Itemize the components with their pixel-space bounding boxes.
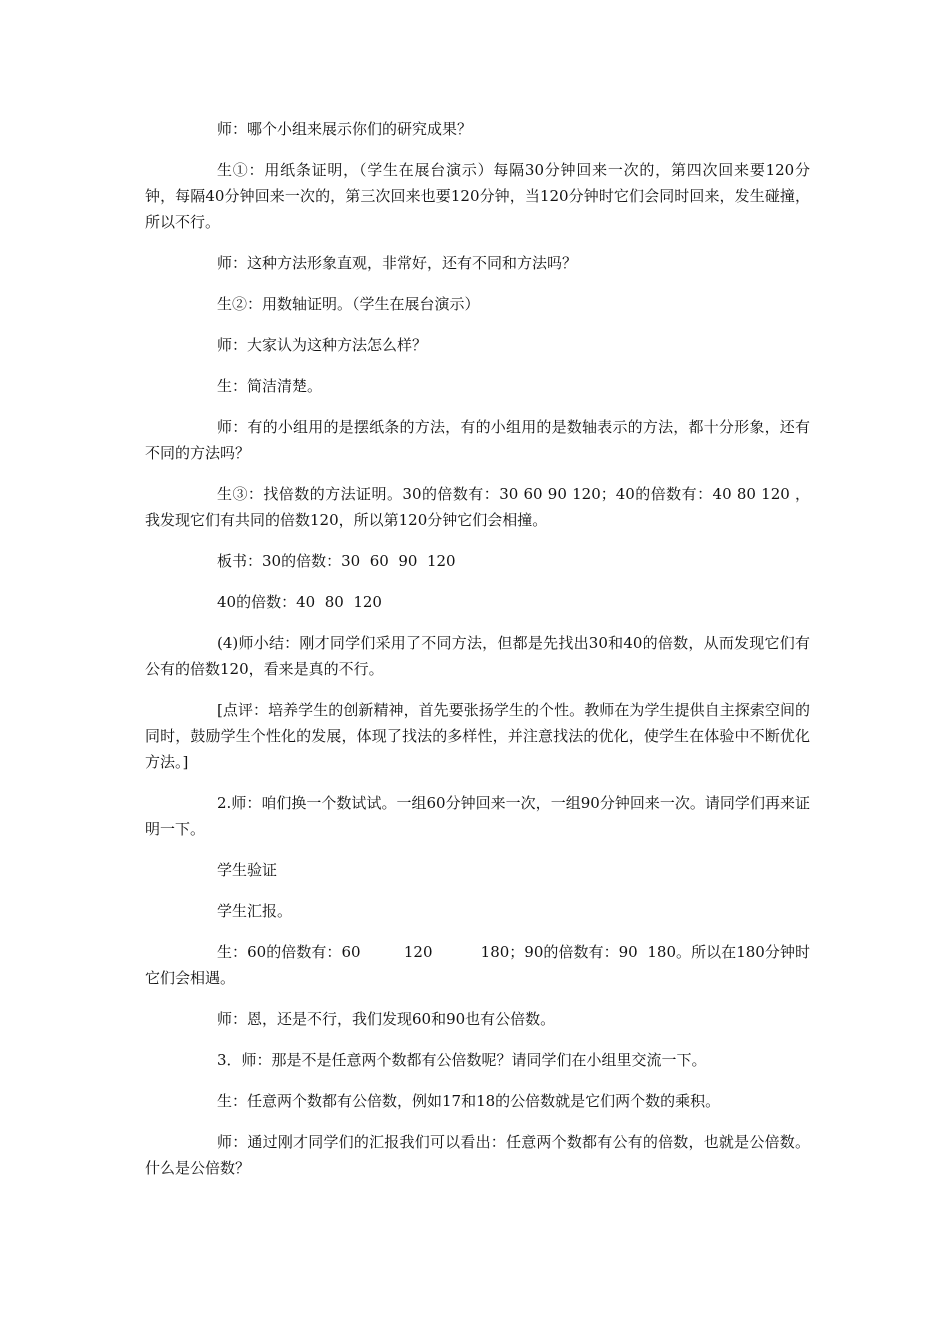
paragraph-18: 3．师：那是不是任意两个数都有公倍数呢？请同学们在小组里交流一下。	[217, 1051, 707, 1069]
paragraph-15: 学生汇报。	[217, 902, 293, 920]
paragraph-8: 生③：找倍数的方法证明。30的倍数有：30 60 90 120；40的倍数有：40 80 120 ，我发现它们有共同的倍数120，所以第120分钟它们会相撞。	[145, 485, 810, 529]
paragraph-13: 2.师：咱们换一个数试试。一组60分钟回来一次，一组90分钟回来一次。请同学们再来证明一下。	[145, 794, 810, 838]
paragraph-11: (4)师小结：刚才同学们采用了不同方法，但都是先找出30和40的倍数，从而发现它们有公有的倍数120，看来是真的不行。	[145, 634, 810, 678]
paragraph-14: 学生验证	[217, 861, 278, 879]
paragraph-9: 板书：30的倍数：30 60 90 120	[217, 552, 456, 570]
paragraph-16: 生：60的倍数有：60 120 180；90的倍数有：90 180。所以在180分钟时它们会相遇。	[145, 943, 810, 987]
document-body	[145, 116, 810, 1196]
paragraph-17: 师：恩，还是不行，我们发现60和90也有公倍数。	[217, 1010, 556, 1028]
paragraph-12: [点评：培养学生的创新精神，首先要张扬学生的个性。教师在为学生提供自主探索空间的同时，鼓励学生个性化的发展，体现了找法的多样性，并注意找法的优化，使学生在体验中不断优化方法。]	[145, 701, 810, 771]
paragraph-5: 师：大家认为这种方法怎么样？	[217, 336, 428, 354]
paragraph-20: 师：通过刚才同学们的汇报我们可以看出：任意两个数都有公有的倍数，也就是公倍数。什么是公倍数？	[145, 1133, 810, 1177]
paragraph-7: 师：有的小组用的是摆纸条的方法，有的小组用的是数轴表示的方法，都十分形象，还有不同的方法吗？	[145, 418, 810, 462]
paragraph-10: 40的倍数：40 80 120	[217, 593, 382, 611]
paragraph-19: 生：任意两个数都有公倍数，例如17和18的公倍数就是它们两个数的乘积。	[217, 1092, 721, 1110]
paragraph-6: 生：简洁清楚。	[217, 377, 323, 395]
paragraph-2: 生①：用纸条证明，（学生在展台演示）每隔30分钟回来一次的，第四次回来要120分钟，每隔40分钟回来一次的，第三次回来也要120分钟，当120分钟时它们会同时回来，发生碰撞，所以不行。	[145, 161, 810, 231]
paragraph-4: 生②：用数轴证明。（学生在展台演示）	[217, 295, 480, 313]
paragraph-3: 师：这种方法形象直观，非常好，还有不同和方法吗？	[217, 254, 578, 272]
paragraph-1: 师：哪个小组来展示你们的研究成果？	[217, 120, 473, 138]
